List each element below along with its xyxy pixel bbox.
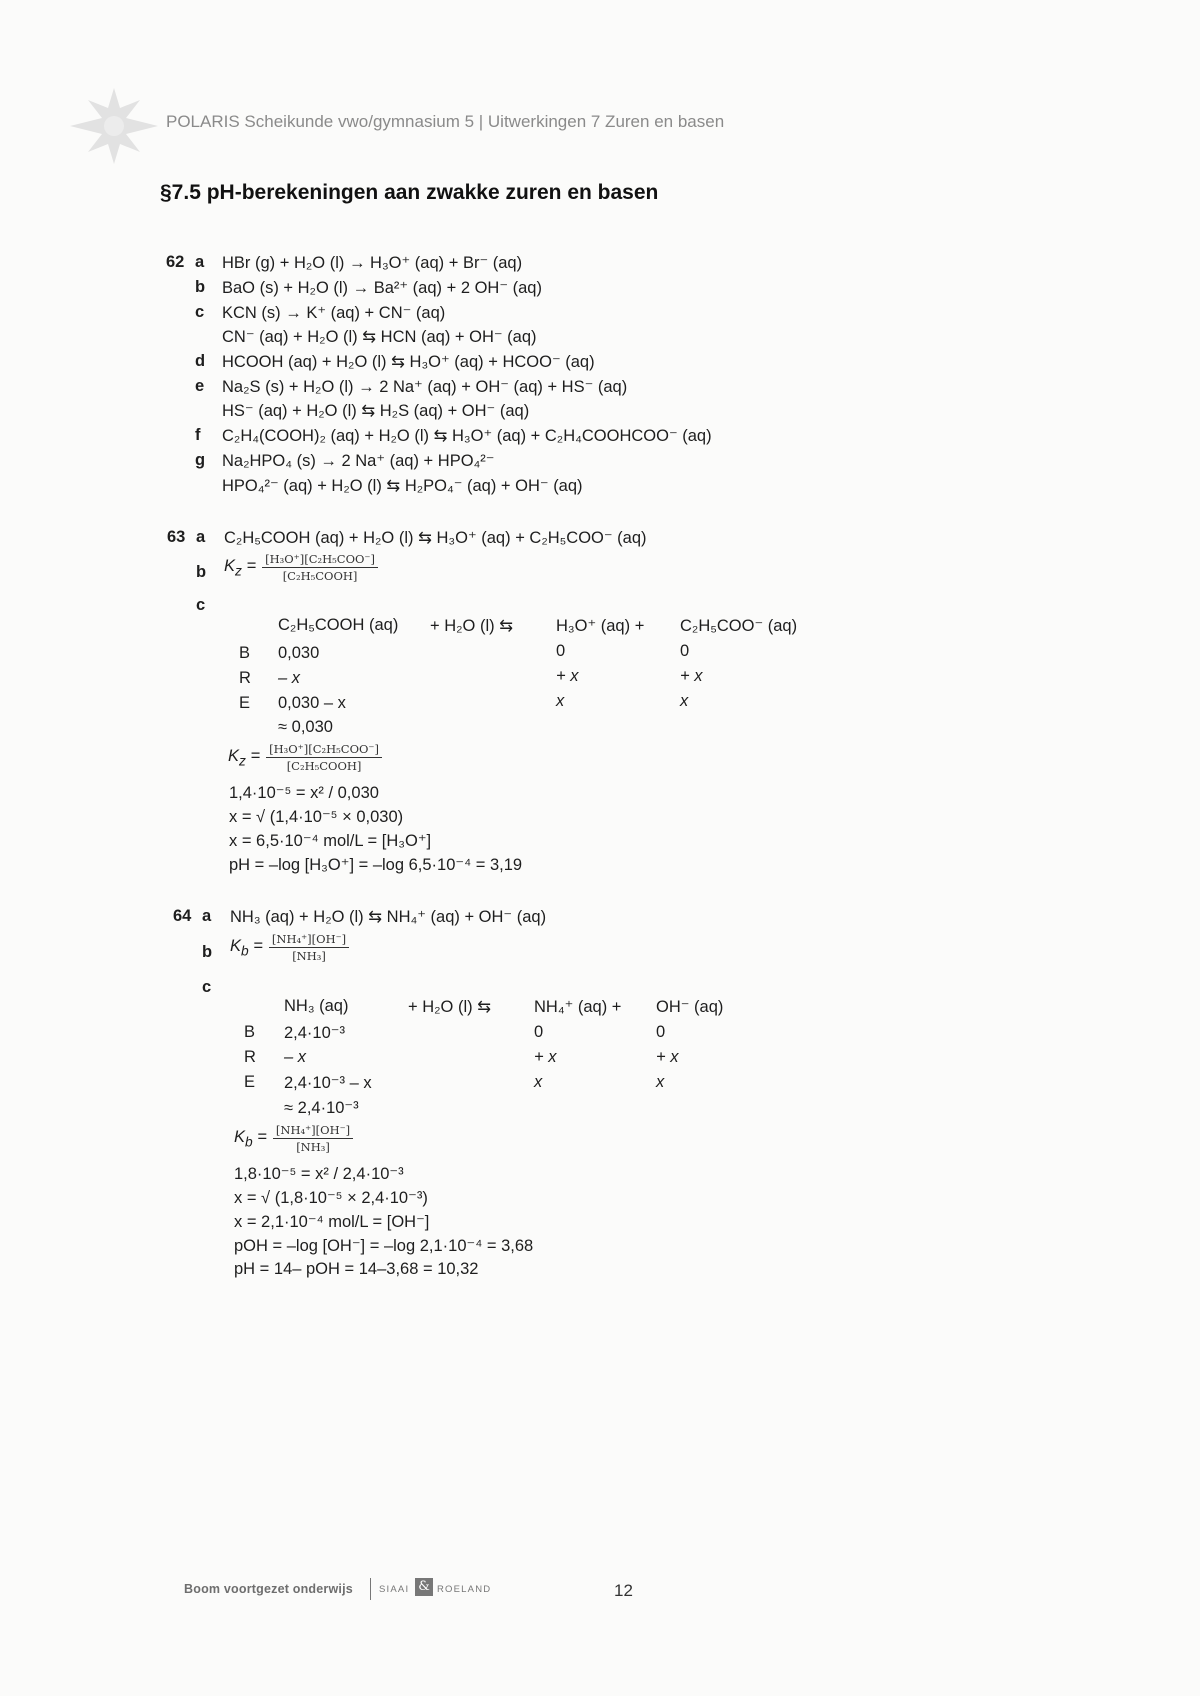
q64-row-tag-r: R <box>244 1048 256 1066</box>
q64-step-5: pH = 14– pOH = 14–3,68 = 10,32 <box>234 1260 479 1278</box>
q62-g-label: g <box>195 451 206 469</box>
q63-step-3: x = 6,5·10⁻⁴ mol/L = [H₃O⁺] <box>229 832 432 850</box>
q62-e-equation-2: HS⁻ (aq) + H₂O (l) ⇆ H₂S (aq) + OH⁻ (aq) <box>222 402 530 420</box>
q64-row-e-cell-2: x <box>534 1073 543 1091</box>
q63-row-tag-r: R <box>239 669 251 687</box>
q64-row-e-cell-3: x <box>656 1073 665 1091</box>
kb-numerator: [NH₄⁺][OH⁻] <box>269 932 349 948</box>
q62-c-equation-1: KCN (s) → K⁺ (aq) + CN⁻ (aq) <box>222 304 446 322</box>
kz-numerator: [H₃O⁺][C₂H₅COO⁻] <box>262 552 378 568</box>
kb-denominator: [NH₃] <box>292 949 326 963</box>
q64-table-header-product-1: NH₄⁺ (aq) + <box>534 998 622 1016</box>
kb-symbol: $K_b$ = <box>234 1127 267 1150</box>
kz-numerator: [H₃O⁺][C₂H₅COO⁻] <box>266 742 382 758</box>
q63-table-header-water: + H₂O (l) ⇆ <box>430 617 514 635</box>
section-title: §7.5 pH-berekeningen aan zwakke zuren en basen <box>160 181 659 204</box>
q63-b-kz-expression <box>224 552 378 583</box>
q62-d-label: d <box>195 352 206 370</box>
q63-row-e-cell-3: x <box>680 692 689 710</box>
footer-divider <box>370 1578 371 1600</box>
kb-numerator: [NH₄⁺][OH⁻] <box>273 1123 353 1139</box>
q63-a-label: a <box>196 528 206 546</box>
q64-c-kb-expression <box>234 1123 353 1154</box>
q64-step-1: 1,8·10⁻⁵ = x² / 2,4·10⁻³ <box>234 1165 404 1183</box>
q63-row-r-cell-3: + x <box>680 667 703 685</box>
q64-row-tag-e: E <box>244 1073 256 1091</box>
q62-c-label: c <box>195 303 205 321</box>
q63-table-header-product-2: C₂H₅COO⁻ (aq) <box>680 617 798 635</box>
kb-symbol: $K_b$ = <box>230 936 263 959</box>
q64-step-2: x = √ (1,8·10⁻⁵ × 2,4·10⁻³) <box>234 1189 428 1207</box>
q63-step-4: pH = –log [H₃O⁺] = –log 6,5·10⁻⁴ = 3,19 <box>229 856 523 874</box>
kb-denominator: [NH₃] <box>296 1140 330 1154</box>
q63-row-tag-e: E <box>239 694 251 712</box>
q63-c-label: c <box>196 596 206 614</box>
q63-row-b-cell-3: 0 <box>680 642 690 660</box>
q63-step-1: 1,4·10⁻⁵ = x² / 0,030 <box>229 784 379 802</box>
kz-symbol: $K_z$ = <box>228 746 261 769</box>
q63-a-equation: C₂H₅COOH (aq) + H₂O (l) ⇆ H₃O⁺ (aq) + C₂H₅COO⁻ (aq) <box>224 529 647 547</box>
q64-a-equation: NH₃ (aq) + H₂O (l) ⇆ NH₄⁺ (aq) + OH⁻ (aq) <box>230 908 547 926</box>
q64-row-b-cell-1: 2,4·10⁻³ <box>284 1024 345 1042</box>
q64-b-kb-expression <box>230 932 349 963</box>
q63-row-r-cell-1: – x <box>278 669 301 687</box>
q63-b-label: b <box>196 563 207 581</box>
page-number: 12 <box>614 1581 633 1600</box>
q63-row-e-cell-2: x <box>556 692 565 710</box>
q64-b-label: b <box>202 943 213 961</box>
q63-row-b-cell-1: 0,030 <box>278 644 320 662</box>
q62-g-equation-1: Na₂HPO₄ (s) → 2 Na⁺ (aq) + HPO₄²⁻ <box>222 452 495 470</box>
q62-e-equation-1: Na₂S (s) + H₂O (l) → 2 Na⁺ (aq) + OH⁻ (aq) + HS⁻ (aq) <box>222 378 628 396</box>
document-header: POLARIS Scheikunde vwo/gymnasium 5 | Uitwerkingen 7 Zuren en basen <box>166 112 725 131</box>
partner-name-right: ROELAND <box>437 1584 492 1595</box>
q64-table-header-water: + H₂O (l) ⇆ <box>408 998 492 1016</box>
q63-row-tag-b: B <box>239 644 251 662</box>
q62-e-label: e <box>195 377 205 395</box>
q64-a-label: a <box>202 907 212 925</box>
question-62-number: 62 <box>166 253 185 271</box>
q64-row-r-cell-1: – x <box>284 1048 307 1066</box>
q63-approximation: ≈ 0,030 <box>278 718 333 736</box>
q64-table-header-product-2: OH⁻ (aq) <box>656 998 724 1016</box>
q64-row-b-cell-3: 0 <box>656 1023 666 1041</box>
q62-a-equation: HBr (g) + H₂O (l) → H₃O⁺ (aq) + Br⁻ (aq) <box>222 254 523 272</box>
q64-row-b-cell-2: 0 <box>534 1023 544 1041</box>
q64-row-r-cell-2: + x <box>534 1048 557 1066</box>
q62-a-label: a <box>195 253 205 271</box>
q64-c-label: c <box>202 978 212 996</box>
q62-f-label: f <box>195 426 201 444</box>
question-64-number: 64 <box>173 907 192 925</box>
q62-f-equation: C₂H₄(COOH)₂ (aq) + H₂O (l) ⇆ H₃O⁺ (aq) + C₂H₄COOHCOO⁻ (aq) <box>222 427 712 445</box>
q62-d-equation: HCOOH (aq) + H₂O (l) ⇆ H₃O⁺ (aq) + HCOO⁻ (aq) <box>222 353 595 371</box>
polaris-logo-icon <box>66 86 162 166</box>
q62-b-equation: BaO (s) + H₂O (l) → Ba²⁺ (aq) + 2 OH⁻ (aq) <box>222 279 542 297</box>
kz-denominator: [C₂H₅COOH] <box>282 569 358 583</box>
q62-g-equation-2: HPO₄²⁻ (aq) + H₂O (l) ⇆ H₂PO₄⁻ (aq) + OH⁻ (aq) <box>222 477 583 495</box>
q62-b-label: b <box>195 278 206 296</box>
kz-symbol: $K_z$ = <box>224 556 257 579</box>
q64-row-r-cell-3: + x <box>656 1048 679 1066</box>
q62-c-equation-2: CN⁻ (aq) + H₂O (l) ⇆ HCN (aq) + OH⁻ (aq) <box>222 328 537 346</box>
q63-table-header-reactant: C₂H₅COOH (aq) <box>278 616 399 634</box>
q64-approximation: ≈ 2,4·10⁻³ <box>284 1099 359 1117</box>
q63-step-2: x = √ (1,4·10⁻⁵ × 0,030) <box>229 808 404 826</box>
q64-step-4: pOH = –log [OH⁻] = –log 2,1·10⁻⁴ = 3,68 <box>234 1237 534 1255</box>
question-63-number: 63 <box>167 528 186 546</box>
publisher-name: Boom voortgezet onderwijs <box>184 1582 353 1596</box>
q63-c-kz-expression <box>228 742 382 773</box>
kz-denominator: [C₂H₅COOH] <box>286 759 362 773</box>
q64-step-3: x = 2,1·10⁻⁴ mol/L = [OH⁻] <box>234 1213 430 1231</box>
q63-row-r-cell-2: + x <box>556 667 579 685</box>
q64-row-tag-b: B <box>244 1023 256 1041</box>
q63-row-e-cell-1: 0,030 – x <box>278 694 346 712</box>
partner-ampersand-logo: & <box>415 1578 433 1596</box>
q64-table-header-reactant: NH₃ (aq) <box>284 997 349 1015</box>
q63-table-header-product-1: H₃O⁺ (aq) + <box>556 617 645 635</box>
partner-name-left: SIAAI <box>379 1584 410 1595</box>
q63-row-b-cell-2: 0 <box>556 642 566 660</box>
q64-row-e-cell-1: 2,4·10⁻³ – x <box>284 1074 372 1092</box>
